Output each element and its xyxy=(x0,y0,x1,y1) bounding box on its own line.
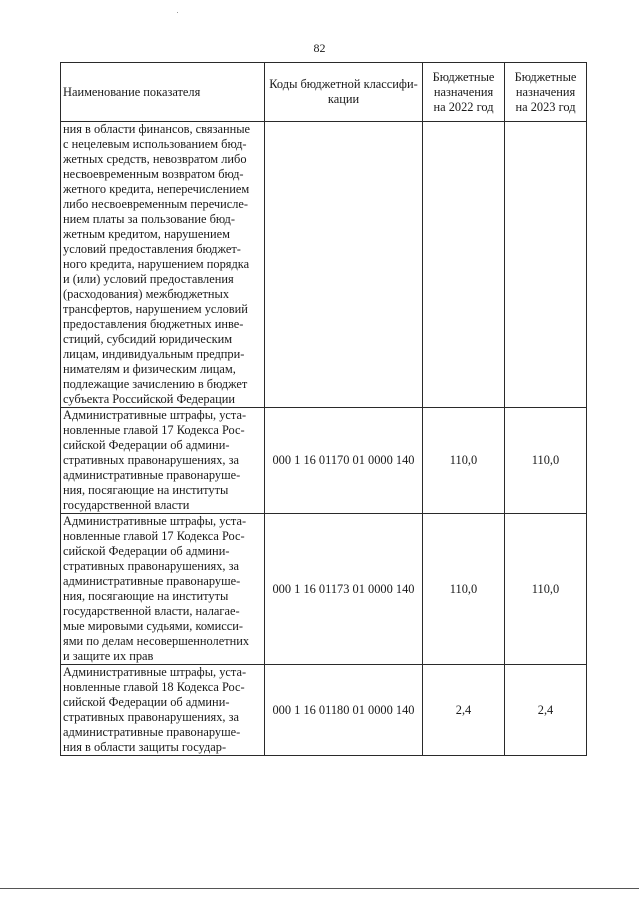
header-2022-line1: Бюджетные xyxy=(432,69,495,84)
indicator-name-line: ния, посягающие на институты xyxy=(63,483,229,497)
table-row xyxy=(61,665,587,756)
indicator-name-line: новленные главой 18 Кодекса Рос- xyxy=(63,680,245,694)
header-budget-2023 xyxy=(505,63,587,122)
header-2023-line2: назначения xyxy=(515,84,576,99)
indicator-name-line: либо несвоевременным перечисле- xyxy=(63,197,249,211)
indicator-name-line: государственной власти xyxy=(63,498,190,512)
header-budget-code-line1: Коды бюджетной классифи- xyxy=(269,77,418,91)
header-budget-code-line2: кации xyxy=(327,92,360,106)
header-2023-line1: Бюджетные xyxy=(514,69,577,84)
header-2023-line3: на 2023 год xyxy=(515,99,576,114)
bottom-divider xyxy=(0,888,639,889)
indicator-name-cell xyxy=(61,408,265,514)
table-body xyxy=(61,122,587,756)
indicator-name-line: административные правонаруше- xyxy=(63,725,241,739)
budget-code-cell xyxy=(265,122,423,408)
indicator-name-line: стративных правонарушениях, за xyxy=(63,453,240,467)
indicator-name-line: предоставления бюджетных инве- xyxy=(63,317,244,331)
budget-code-cell: 000 1 16 01170 01 0000 140 xyxy=(265,408,423,514)
table-row xyxy=(61,514,587,665)
indicator-name-line: сийской Федерации об админи- xyxy=(63,438,230,452)
budget-2022-cell: 110,0 xyxy=(423,408,505,514)
indicator-name-line: нимателям и физическим лицам, xyxy=(63,362,236,376)
budget-2022-cell: 110,0 xyxy=(423,514,505,665)
indicator-name-line: стративных правонарушениях, за xyxy=(63,559,240,573)
indicator-name-line: новленные главой 17 Кодекса Рос- xyxy=(63,423,245,437)
indicator-name-line: государственной власти, налагае- xyxy=(63,604,240,618)
indicator-name-line: жетным кредитом, нарушением xyxy=(63,227,230,241)
header-2022-line2: назначения xyxy=(433,84,494,99)
scan-speck xyxy=(177,12,178,13)
indicator-name-line: стративных правонарушениях, за xyxy=(63,710,240,724)
indicator-name-line: мые мировыми судьями, комисси- xyxy=(63,619,244,633)
indicator-name-line: административные правонаруше- xyxy=(63,468,241,482)
indicator-name-line: условий предоставления бюджет- xyxy=(63,242,241,256)
table-row xyxy=(61,408,587,514)
indicator-name-line: ния, посягающие на институты xyxy=(63,589,229,603)
indicator-name-line: новленные главой 17 Кодекса Рос- xyxy=(63,529,245,543)
indicator-name-line: ного кредита, нарушением порядка xyxy=(63,257,250,271)
header-2022-line3: на 2022 год xyxy=(433,99,494,114)
indicator-name-line: ния в области финансов, связанные xyxy=(63,122,251,136)
indicator-name-line: административные правонаруше- xyxy=(63,574,241,588)
indicator-name-line: и защите их прав xyxy=(63,649,154,663)
indicator-name-cell xyxy=(61,665,265,756)
budget-2022-cell: 2,4 xyxy=(423,665,505,756)
indicator-name-line: стиций, субсидий юридическим xyxy=(63,332,233,346)
indicator-name-line: несвоевременным возвратом бюд- xyxy=(63,167,244,181)
indicator-name-line: с нецелевым использованием бюд- xyxy=(63,137,247,151)
budget-table xyxy=(60,62,587,756)
budget-code-cell: 000 1 16 01173 01 0000 140 xyxy=(265,514,423,665)
budget-2022-cell xyxy=(423,122,505,408)
indicator-name-line: (расходования) межбюджетных xyxy=(63,287,230,301)
header-budget-code xyxy=(265,63,423,122)
indicator-name-line: ями по делам несовершеннолетних xyxy=(63,634,250,648)
header-indicator-name: Наименование показателя xyxy=(61,63,265,122)
budget-code-cell: 000 1 16 01180 01 0000 140 xyxy=(265,665,423,756)
indicator-name-line: жетных средств, невозвратом либо xyxy=(63,152,247,166)
indicator-name-line: нием платы за пользование бюд- xyxy=(63,212,235,226)
table-header-row xyxy=(61,63,587,122)
indicator-name-line: подлежащие зачислению в бюджет xyxy=(63,377,248,391)
indicator-name-line: Административные штрафы, уста- xyxy=(63,665,247,679)
indicator-name-line: трансфертов, нарушением условий xyxy=(63,302,248,316)
budget-2023-cell: 110,0 xyxy=(505,514,587,665)
indicator-name-cell xyxy=(61,122,265,408)
indicator-name-line: лицам, индивидуальным предпри- xyxy=(63,347,245,361)
indicator-name-line: ния в области защиты государ- xyxy=(63,740,227,754)
indicator-name-line: жетного кредита, неперечислением xyxy=(63,182,250,196)
indicator-name-cell xyxy=(61,514,265,665)
budget-2023-cell xyxy=(505,122,587,408)
indicator-name-line: и (или) условий предоставления xyxy=(63,272,234,286)
budget-2023-cell: 110,0 xyxy=(505,408,587,514)
header-budget-2022 xyxy=(423,63,505,122)
indicator-name-line: сийской Федерации об админи- xyxy=(63,544,230,558)
indicator-name-line: сийской Федерации об админи- xyxy=(63,695,230,709)
indicator-name-line: Административные штрафы, уста- xyxy=(63,514,247,528)
page-number: 82 xyxy=(313,41,326,55)
budget-2023-cell: 2,4 xyxy=(505,665,587,756)
indicator-name-line: субъекта Российской Федерации xyxy=(63,392,235,406)
table-row xyxy=(61,122,587,408)
indicator-name-line: Административные штрафы, уста- xyxy=(63,408,247,422)
